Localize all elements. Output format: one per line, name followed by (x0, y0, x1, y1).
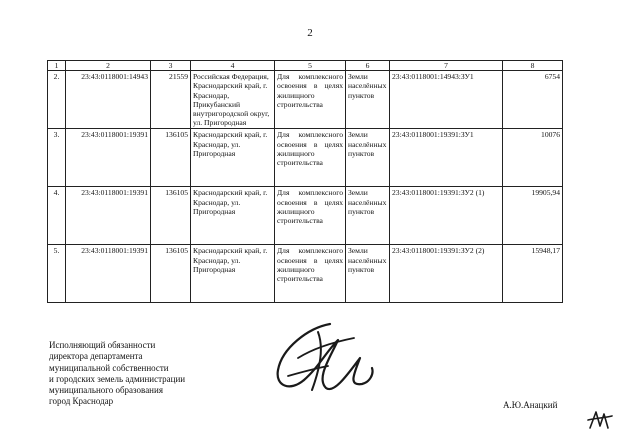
header-cell: 7 (390, 61, 503, 71)
cadastral-number-cell: 23:43:0118001:19391 (66, 129, 151, 187)
area-cell: 21559 (151, 71, 191, 129)
table-header-row (48, 61, 563, 71)
signatory-position-line: и городских земель администрации (49, 373, 186, 384)
header-cell: 4 (191, 61, 275, 71)
area-cell: 136105 (151, 245, 191, 303)
signer-name: А.Ю.Анацкий (503, 400, 558, 410)
area-cell: 136105 (151, 129, 191, 187)
land-category-cell: Земли населённых пунктов (346, 187, 390, 245)
row-number-cell: 4. (48, 187, 66, 245)
purpose-cell: Для комплексного освоения в целях жилищного строительства (275, 187, 346, 245)
plot-size-cell: 19905,94 (503, 187, 563, 245)
cadastral-number-cell: 23:43:0118001:14943 (66, 71, 151, 129)
plot-size-cell: 6754 (503, 71, 563, 129)
table-row (48, 71, 563, 129)
table-row (48, 129, 563, 187)
signatory-position (49, 340, 249, 408)
header-cell: 2 (66, 61, 151, 71)
table-row (48, 187, 563, 245)
header-cell: 3 (151, 61, 191, 71)
row-number-cell: 2. (48, 71, 66, 129)
new-plot-number-cell: 23:43:0118001:19391:ЗУ1 (390, 129, 503, 187)
address-cell: Краснодарский край, г. Краснодар, ул. Пригородная (191, 129, 275, 187)
land-category-cell: Земли населённых пунктов (346, 129, 390, 187)
plot-size-cell: 10076 (503, 129, 563, 187)
address-cell: Краснодарский край, г. Краснодар, ул. Пригородная (191, 245, 275, 303)
address-cell: Российская Федерация, Краснодарский край, г. Краснодар, Прикубанский внутригородской округ, ул. Пригородная (191, 71, 275, 129)
header-cell: 6 (346, 61, 390, 71)
purpose-cell: Для комплексного освоения в целях жилищного строительства (275, 245, 346, 303)
new-plot-number-cell: 23:43:0118001:19391:ЗУ2 (1) (390, 187, 503, 245)
row-number-cell: 3. (48, 129, 66, 187)
header-cell: 8 (503, 61, 563, 71)
new-plot-number-cell: 23:43:0118001:14943:ЗУ1 (390, 71, 503, 129)
row-number-cell: 5. (48, 245, 66, 303)
page-number: 2 (307, 27, 313, 39)
signatory-position-line: город Краснодар (49, 396, 114, 407)
initials-mark (586, 406, 614, 432)
header-cell: 1 (48, 61, 66, 71)
land-category-cell: Земли населённых пунктов (346, 245, 390, 303)
signatory-position-line: Исполняющий обязанности (49, 340, 156, 350)
purpose-cell: Для комплексного освоения в целях жилищного строительства (275, 71, 346, 129)
new-plot-number-cell: 23:43:0118001:19391:ЗУ2 (2) (390, 245, 503, 303)
table-row (48, 245, 563, 303)
address-cell: Краснодарский край, г. Краснодар, ул. Пригородная (191, 187, 275, 245)
header-cell: 5 (275, 61, 346, 71)
signatory-position-line: муниципальной собственности (49, 362, 169, 373)
land-plots-table (47, 60, 563, 303)
area-cell: 136105 (151, 187, 191, 245)
signatory-position-line: муниципального образования (49, 385, 163, 396)
land-category-cell: Земли населённых пунктов (346, 71, 390, 129)
plot-size-cell: 15948,17 (503, 245, 563, 303)
handwritten-signature (268, 318, 378, 400)
cadastral-number-cell: 23:43:0118001:19391 (66, 187, 151, 245)
signatory-position-line: директора департамента (49, 351, 143, 362)
purpose-cell: Для комплексного освоения в целях жилищного строительства (275, 129, 346, 187)
cadastral-number-cell: 23:43:0118001:19391 (66, 245, 151, 303)
